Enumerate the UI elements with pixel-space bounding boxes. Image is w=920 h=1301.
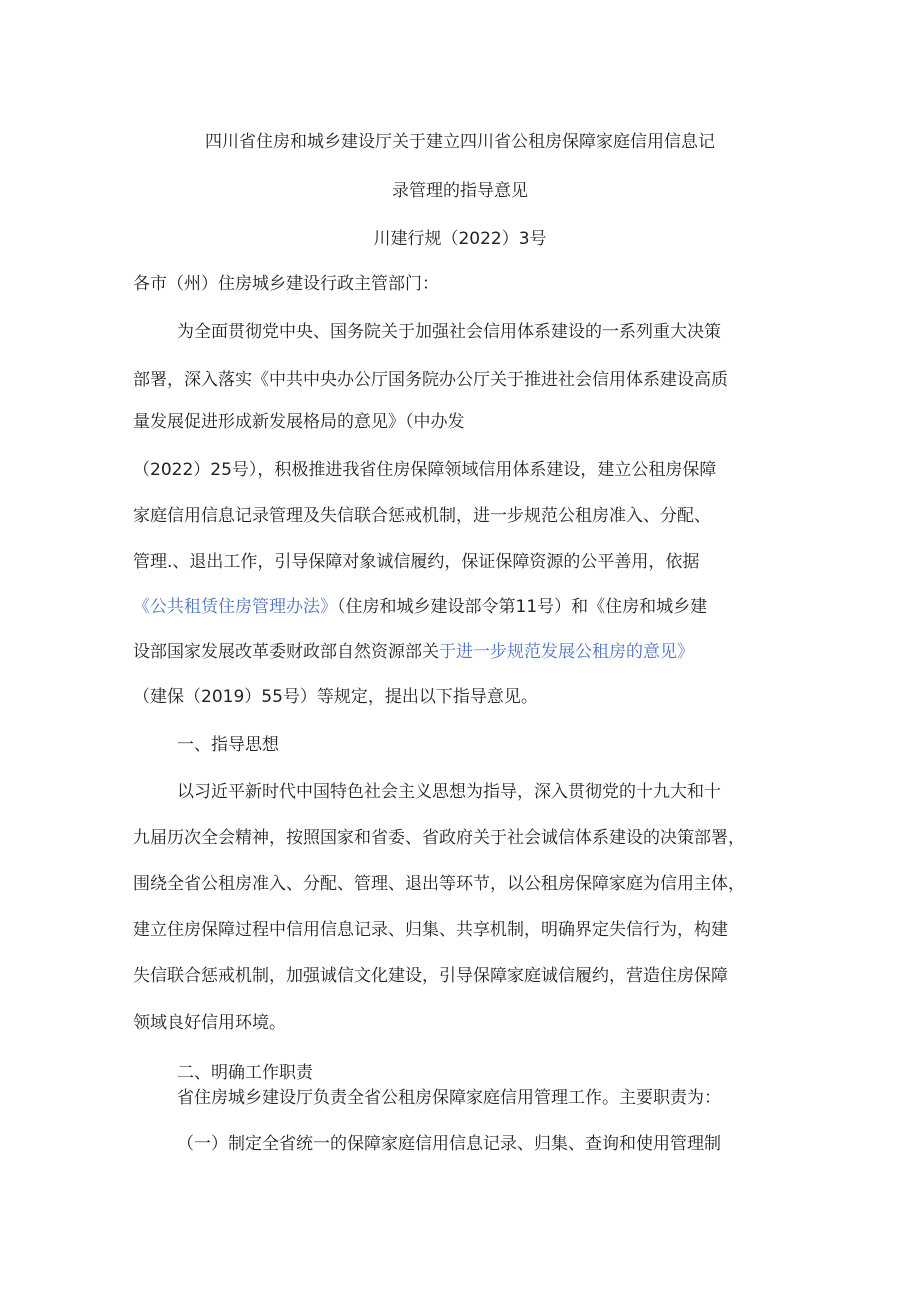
section-1-line: 九届历次全会精神，按照国家和省委、省政府关于社会诚信体系建设的决策部署，	[133, 828, 745, 848]
intro-line: 家庭信用信息记录管理及失信联合惩戒机制，进一步规范公租房准入、分配、	[133, 506, 711, 526]
intro-line: （建保（2019）55号）等规定，提出以下指导意见。	[133, 687, 538, 707]
section-1-line: 以习近平新时代中国特色社会主义思想为指导，深入贯彻党的十九大和十	[177, 782, 721, 802]
salutation: 各市（州）住房城乡建设行政主管部门：	[133, 274, 439, 294]
section-1-line: 围绕全省公租房准入、分配、管理、退出等环节，以公租房保障家庭为信用主体，	[133, 874, 745, 894]
section-1-line: 失信联合惩戒机制，加强诚信文化建设，引导保障家庭诚信履约，营造住房保障	[133, 966, 728, 986]
intro-line-text: （住房和城乡建设部令第11号）和《住房和城乡建	[337, 597, 708, 617]
section-2-line: 省住房城乡建设厅负责全省公租房保障家庭信用管理工作。主要职责为：	[177, 1088, 721, 1108]
intro-line: 为全面贯彻党中央、国务院关于加强社会信用体系建设的一系列重大决策	[177, 322, 721, 342]
doc-title-line-2: 录管理的指导意见	[392, 181, 528, 201]
section-1-heading: 一、指导思想	[177, 735, 279, 755]
regulation-link[interactable]: 《公共租赁住房管理办法》	[133, 597, 337, 617]
doc-number: 川建行规（2022）3号	[373, 229, 547, 249]
intro-line: 部署，深入落实《中共中央办公厅国务院办公厅关于推进社会信用体系建设高质	[133, 370, 728, 390]
opinion-link[interactable]: 于进一步规范发展公租房的意见》	[439, 642, 694, 662]
section-2-line: （一）制定全省统一的保障家庭信用信息记录、归集、查询和使用管理制	[177, 1134, 721, 1154]
section-1-line: 领域良好信用环境。	[133, 1013, 286, 1033]
intro-line-text: 设部国家发展改革委财政部自然资源部关	[133, 642, 439, 662]
intro-line	[133, 595, 707, 619]
intro-line: 管理.、退出工作，引导保障对象诚信履约，保证保障资源的公平善用，依据	[133, 552, 700, 572]
section-1-line: 建立住房保障过程中信用信息记录、归集、共享机制，明确界定失信行为，构建	[133, 920, 728, 940]
section-2-heading: 二、明确工作职责	[177, 1063, 313, 1083]
intro-line	[133, 640, 694, 664]
doc-title-line-1: 四川省住房和城乡建设厅关于建立四川省公租房保障家庭信用信息记	[205, 132, 715, 152]
intro-line: 量发展促进形成新发展格局的意见》（中办发	[133, 412, 465, 432]
intro-line: （2022）25号），积极推进我省住房保障领域信用体系建设，建立公租房保障	[133, 460, 717, 480]
